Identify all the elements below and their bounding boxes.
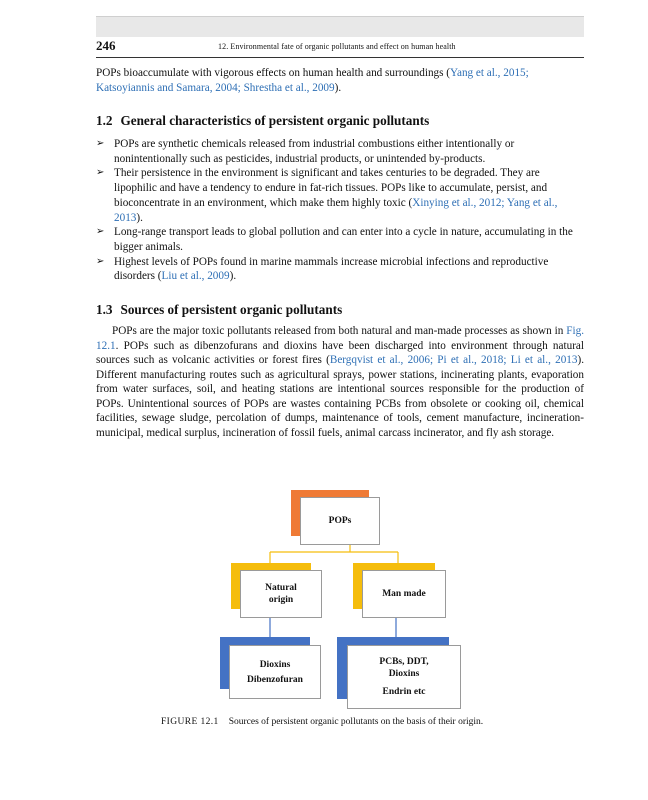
section-1-3-heading	[96, 302, 342, 318]
paragraph-text: POPs are the major toxic pollutants released from both natural and man-made processes as shown in	[112, 325, 567, 337]
sources-paragraph	[96, 324, 584, 440]
list-item	[96, 255, 584, 284]
intro-text-end: ).	[334, 81, 342, 94]
section-title: Sources of persistent organic pollutants	[120, 302, 343, 317]
pcbs-label-line2: Dioxins	[388, 669, 420, 679]
list-item-text: Long-range transport leads to global pollution and can enter into a cycle in nature, accumulating in the bigger animals.	[114, 226, 573, 253]
intro-paragraph	[96, 66, 584, 95]
man-made-label: Man made	[382, 589, 426, 599]
list-item-citation[interactable]: Liu et al., 2009	[161, 270, 230, 283]
list-item-text-end: ).	[229, 270, 237, 283]
natural-origin-label-line2: origin	[268, 595, 294, 605]
dioxins-label: Dioxins	[259, 659, 291, 670]
arrow-bullet-icon: ➢	[96, 226, 105, 238]
paragraph-citation[interactable]: Bergqvist et al., 2006; Pi et al., 2018; Li et al., 2013	[329, 354, 578, 366]
list-item-citation[interactable]: Xinying et al., 2012; Yang et al., 2013	[114, 196, 558, 224]
list-item	[96, 166, 584, 225]
running-head: 12. Environmental fate of organic pollutants and effect on human health	[218, 42, 456, 51]
dibenzofuran-label: Dibenzofuran	[247, 674, 303, 685]
page-number: 246	[96, 38, 116, 53]
arrow-bullet-icon: ➢	[96, 255, 105, 267]
list-item-text: POPs are synthetic chemicals released from industrial combustions either intentionally or nonintentionally such as pesticides, industrial products, or unintended by-products.	[114, 138, 515, 165]
paragraph-text: . POPs such as dibenzofurans and dioxins have been discharged into environment through natural sources such as volcanic activities or forest fires (	[96, 339, 584, 366]
natural-origin-box	[240, 570, 322, 618]
header-rule	[96, 57, 584, 58]
section-1-2-heading	[96, 113, 429, 129]
arrow-bullet-icon: ➢	[96, 138, 105, 149]
paragraph-text: ). Different manufacturing routes such as agricultural sprays, power stations, incinerating plants, evaporation from water surfaces, soil, and heating stations are intentional sources responsible for the production of POPs. Unintentional sources of POPs are wastes containing PCBs from obsolete or cooking oil, chemical facilities, sewage sludge, percolation of dumps, maintenance of tools, cement manufacture, incineration-municipal, medical surplus, incineration of fossil fuels, animal carcass incinerator, and fly ash storage.	[96, 354, 585, 439]
dioxins-box	[229, 645, 321, 699]
arrow-bullet-icon: ➢	[96, 167, 105, 179]
list-item-text-end: ).	[136, 211, 143, 224]
figure-reference-link[interactable]: Fig. 12.1	[96, 325, 584, 352]
pops-box	[300, 497, 380, 545]
intro-text: POPs bioaccumulate with vigorous effects on human health and surroundings (	[96, 67, 451, 79]
natural-origin-label-line1: Natural	[265, 583, 297, 593]
section-title: General characteristics of persistent organic pollutants	[120, 113, 430, 128]
man-made-box	[362, 570, 446, 618]
figure-label: FIGURE 12.1	[161, 717, 219, 727]
pops-label: POPs	[328, 516, 352, 526]
pcbs-label-line3: Endrin etc	[382, 687, 426, 697]
section-number: 1.3	[96, 302, 113, 317]
figure-caption	[161, 717, 483, 727]
header-bar	[96, 16, 584, 37]
list-item	[96, 225, 584, 254]
intro-citation[interactable]: Yang et al., 2015; Katsoyiannis and Samara, 2004; Shrestha et al., 2009	[96, 67, 529, 94]
pcbs-label-line1: PCBs, DDT,	[379, 657, 429, 667]
section-number: 1.2	[96, 113, 113, 128]
figure-caption-text: Sources of persistent organic pollutants on the basis of their origin.	[228, 717, 484, 727]
pcbs-box	[347, 645, 461, 709]
list-item-text: Their persistence in the environment is significant and takes centuries to be degraded. They are lipophilic and have a tendency to endure in fat-rich tissues. POPs like to accumulate, persist, and bioconcentrate in an environment, which make them highly toxic (	[114, 167, 548, 209]
characteristics-list	[96, 137, 584, 284]
list-item	[96, 137, 584, 166]
list-item-text: Highest levels of POPs found in marine mammals increase microbial infections and reproductive disorders (	[114, 255, 549, 283]
